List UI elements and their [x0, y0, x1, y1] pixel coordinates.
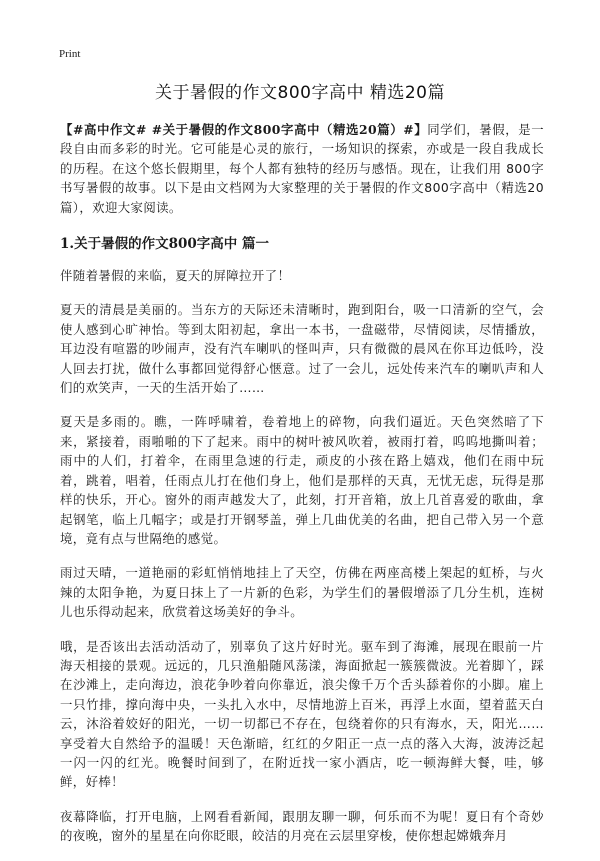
intro-text: 同学们，暑假，是一段自由而多彩的时光。它可能是心灵的旅行，一场知识的探索，亦或是一段自我成长的历程。在这个悠长假期里，每个人都有独特的经历与感悟。现在，让我们用 800字书写暑假的故事。以下是由文档网为大家整理的关于暑假的作文800字高中（精选20篇），欢迎大家阅读。: [60, 122, 544, 215]
intro-tag-prefix: 【#高中作文# #关于暑假的作文800字高中（精选20篇）#】: [60, 122, 428, 137]
paragraph-4: 雨过天晴，一道艳丽的彩虹悄悄地挂上了天空，仿佛在两座高楼上架起的虹桥，与火辣的太阳争艳，为夏日抹上了一片新的色彩，为学生们的暑假增添了几分生机，连树儿也乐得动起来，欣赏着这场美好的争斗。: [60, 565, 544, 620]
paragraph-1: 伴随着暑假的来临，夏天的屏障拉开了！: [60, 268, 291, 284]
page-title: 关于暑假的作文800字高中 精选20篇: [155, 83, 445, 103]
article-body: [60, 120, 544, 861]
section-heading: 1.关于暑假的作文800字高中 篇一: [60, 236, 269, 253]
paragraph-5: 哦，是否该出去活动活动了，别辜负了这片好时光。驱车到了海滩，展现在眼前一片海天相接的景观。远远的，几只渔船随风荡漾，海面掀起一簇簇微波。光着脚丫，踩在沙滩上，走向海边，浪花争吵着向你靠近，浪尖像千万个舌头舔着你的小脚。雇上一只竹排，撑向海中央，一头扎入水中，尽情地游上百米，再浮上水面，望着蓝天白云，沐浴着姣好的阳光，一切一切都已不存在，包绕着你的只有海水，天，阳光……享受着大自然给予的温暖！天色渐暗，红红的夕阳正一点一点的落入大海，波涛泛起一闪一闪的红光。晚餐时间到了，在附近找一家小酒店，吃一顿海鲜大餐，哇，够鲜，好棒！: [60, 638, 544, 790]
paragraph-3: 夏天是多雨的。瞧，一阵呼啸着，卷着地上的碎物，向我们逼近。天色突然暗了下来，紧接着，雨啪啪的下了起来。雨中的树叶被风吹着，被雨打着，呜呜地撕叫着；雨中的人们，打着伞，在雨里急速的行走，顽皮的小孩在路上嬉戏，他们在雨中玩着，跳着，唱着，任雨点儿打在他们身上，他们是那样的天真，无忧无虑，玩得是那样的快乐，开心。窗外的雨声越发大了，此刻，打开音箱，放上几首喜爱的歌曲，拿起钢笔，临上几幅字；或是打开钢琴盖，弹上几曲优美的名曲，把自己带入另一个意境，竟有点与世隔绝的感觉。: [60, 414, 544, 546]
intro-paragraph: [60, 120, 544, 217]
paragraph-2: 夏天的清晨是美丽的。当东方的天际还未清晰时，跑到阳台，吸一口清新的空气，会使人感到心旷神怡。等到太阳初起，拿出一本书，一盘磁带，尽情阅读，尽情播放，耳边没有喧嚣的吵闹声，没有汽车喇叭的怪叫声，只有微微的晨风在你耳边低吟，没人回去打扰，做什么事都回觉得舒心惬意。过了一会儿，远处传来汽车的喇叭声和人们的欢笑声，一天的生活开始了……: [60, 302, 544, 396]
print-link[interactable]: Print: [59, 48, 81, 60]
paragraph-6: 夜幕降临，打开电脑，上网看看新闻，跟朋友聊一聊，何乐而不为呢！夏日有个奇妙的夜晚，窗外的星星在向你眨眼，皎洁的月亮在云层里穿梭，使你想起嫦娥奔月: [60, 808, 544, 844]
